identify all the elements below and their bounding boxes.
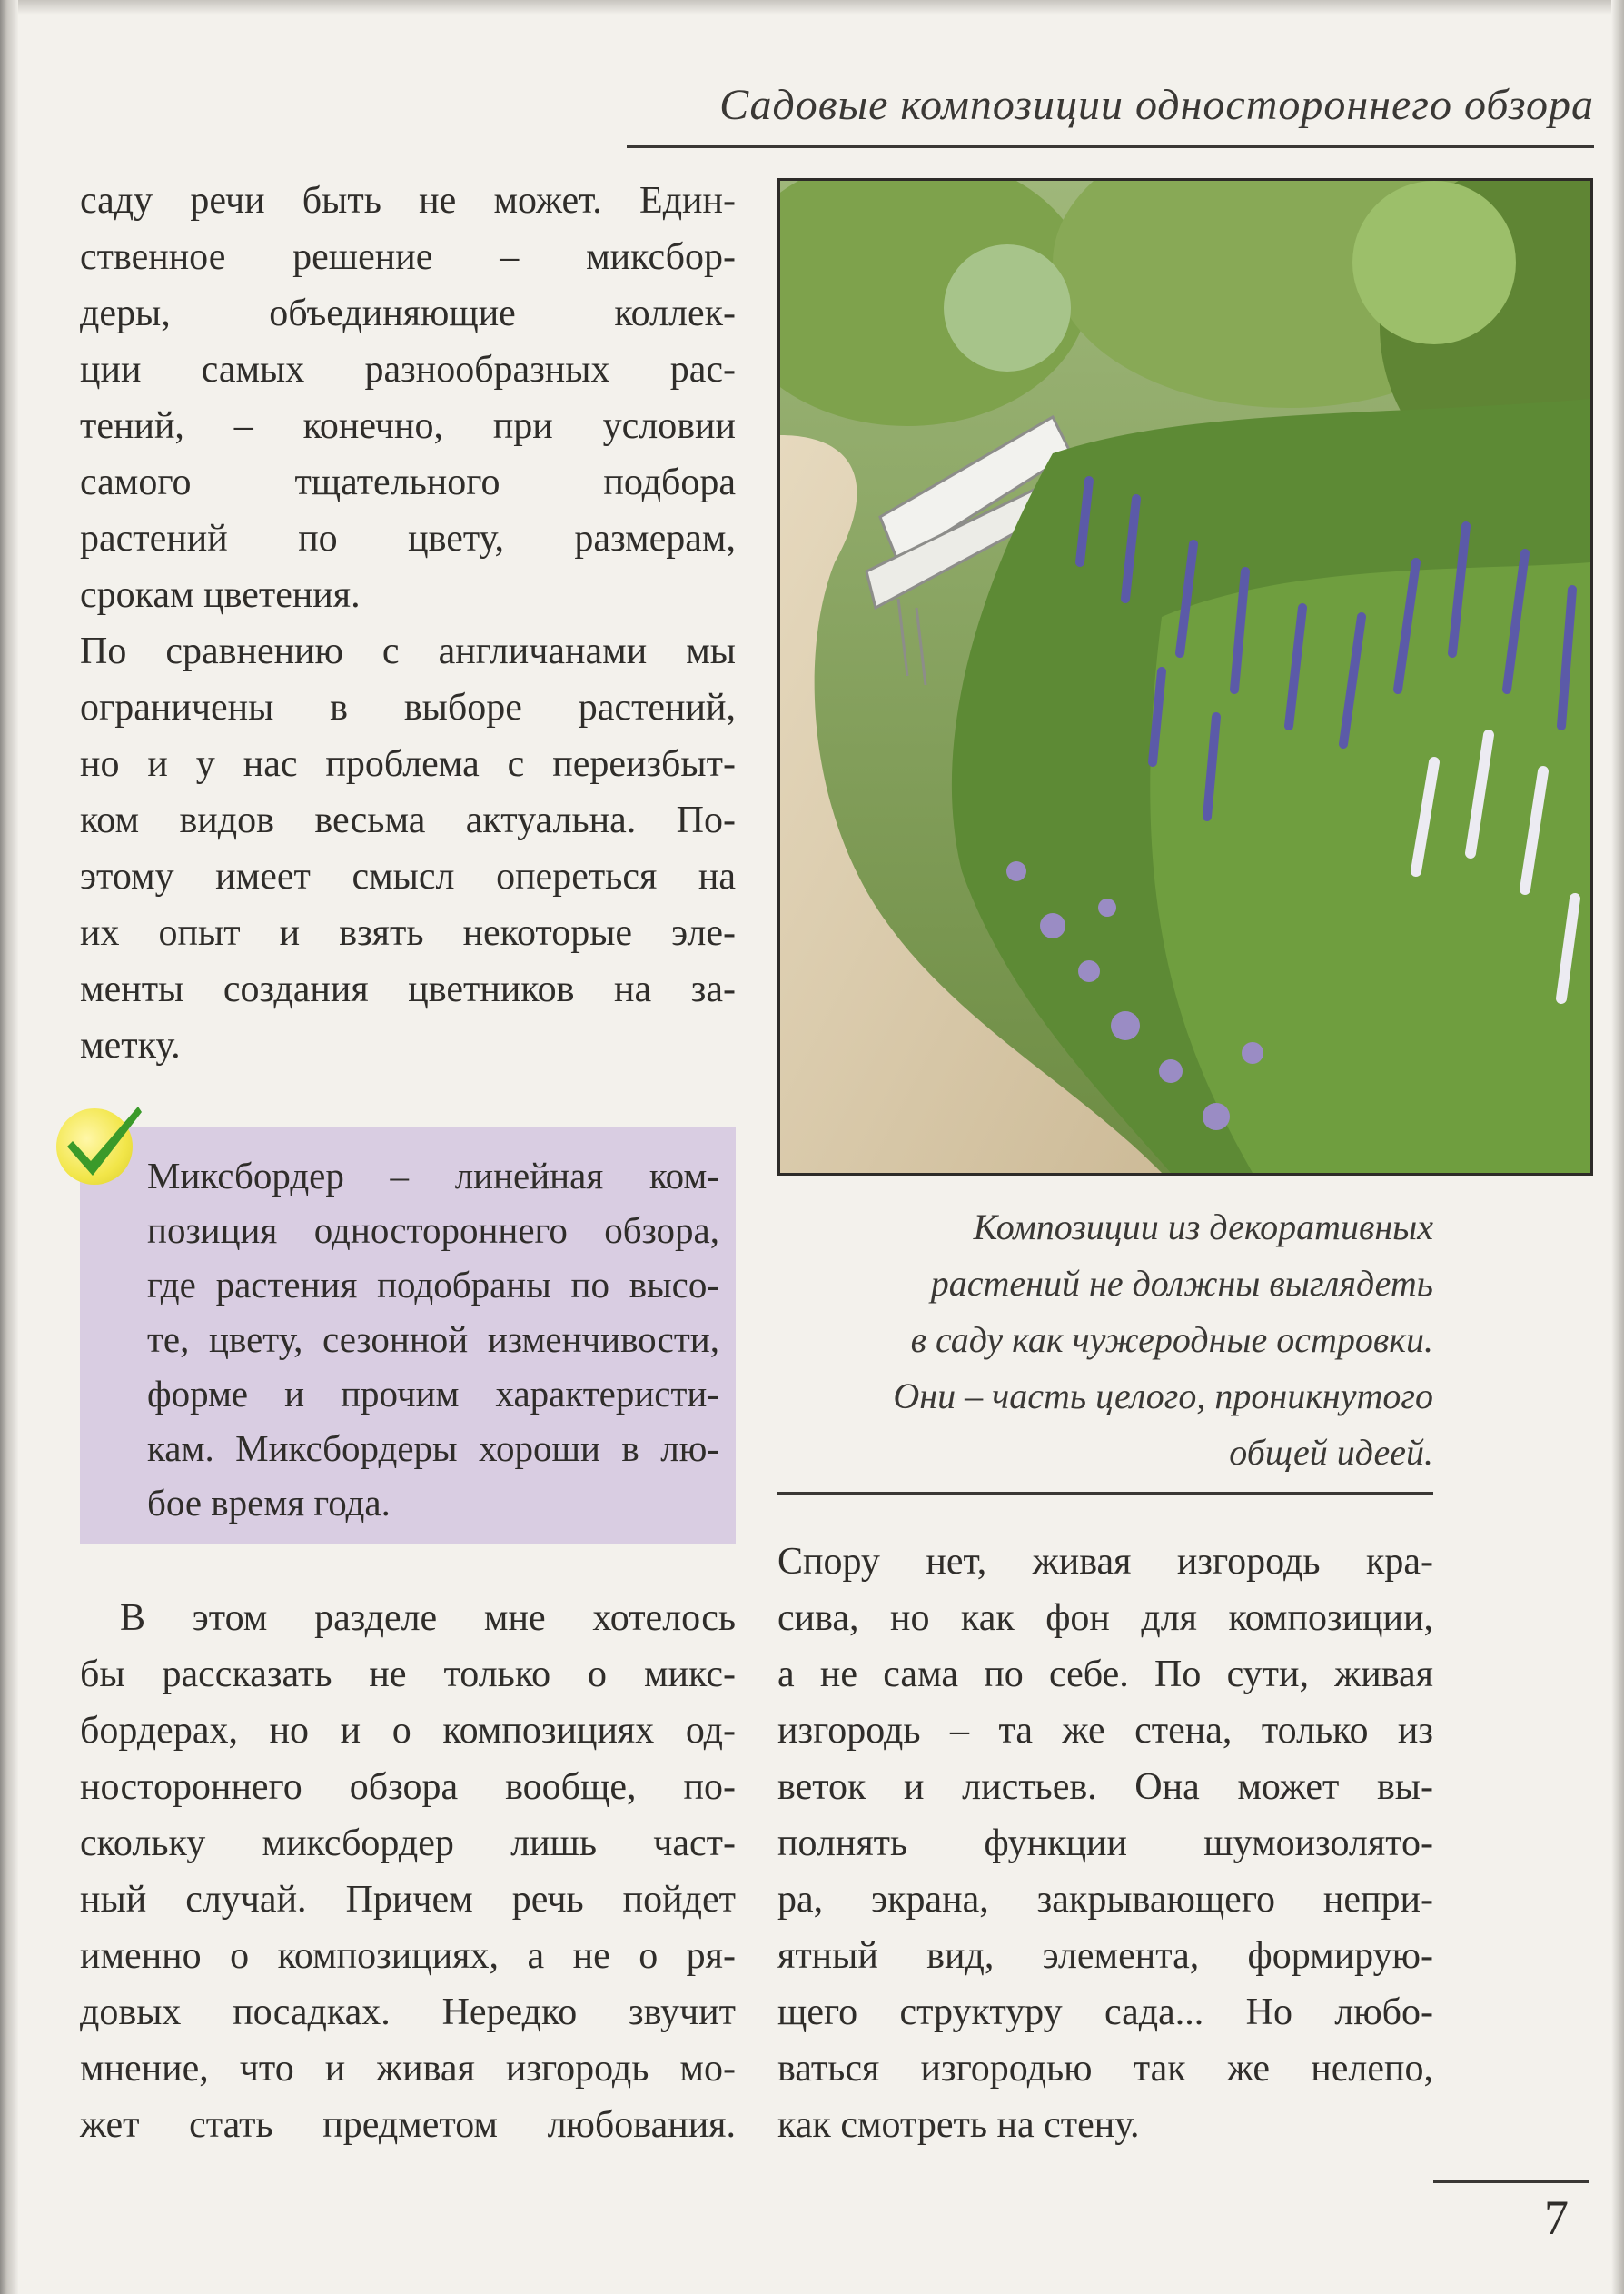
caption-rule [777, 1492, 1433, 1495]
text-line: бордерах, но и о композициях од- [80, 1710, 736, 1752]
page-number: 7 [1544, 2190, 1569, 2245]
definition-callout [80, 1127, 736, 1544]
text-line: но и у нас проблема с переизбыт- [80, 743, 736, 785]
text-line: мнение, что и живая изгородь мо- [80, 2048, 736, 2090]
text-line: По сравнению с англичанами мы [80, 631, 736, 672]
caption-line: общей идеей. [1229, 1432, 1433, 1473]
text-line: В этом разделе мне хотелось [120, 1597, 736, 1639]
text-line: тений, – конечно, при условии [80, 405, 736, 447]
callout-line: где растения подобраны по высо- [147, 1264, 719, 1306]
left-column-bottom-text [80, 1590, 736, 2153]
text-line: Спору нет, живая изгородь кра- [777, 1541, 1433, 1583]
text-line: полнять функции шумоизолято- [777, 1822, 1433, 1864]
page-edge-left [0, 0, 18, 2294]
page-edge-right [1611, 0, 1624, 2294]
photo-caption [777, 1199, 1433, 1481]
caption-line: Композиции из декоративных [973, 1207, 1433, 1247]
running-title: Садовые композиции одностороннего обзора [719, 81, 1594, 129]
text-line: ный случай. Причем речь пойдет [80, 1879, 736, 1921]
text-line: деры, объединяющие коллек- [80, 293, 736, 334]
text-line: ком видов весьма актуальна. По- [80, 799, 736, 841]
text-line: щего структуру сада... Но любо- [777, 1991, 1433, 2033]
text-line: ственное решение – миксбор- [80, 236, 736, 278]
garden-bench-photo [777, 178, 1593, 1176]
text-line: их опыт и взять некоторые эле- [80, 912, 736, 954]
callout-line: те, цвету, сезонной изменчивости, [147, 1318, 719, 1360]
text-line: скольку миксбордер лишь част- [80, 1822, 736, 1864]
text-line: изгородь – та же стена, только из [777, 1710, 1433, 1752]
left-column-top-text [80, 173, 736, 1074]
text-line: ятный вид, элемента, формирую- [777, 1935, 1433, 1977]
folio-rule [1433, 2180, 1589, 2183]
text-line: срокам цветения. [80, 574, 361, 616]
text-line: ограничены в выборе растений, [80, 687, 736, 729]
text-line: менты создания цветников на за- [80, 968, 736, 1010]
text-line: бы рассказать не только о микс- [80, 1653, 736, 1695]
text-line: растений по цвету, размерам, [80, 518, 736, 560]
callout-line: кам. Миксбордеры хороши в лю- [147, 1427, 719, 1469]
text-line: метку. [80, 1025, 181, 1067]
text-line: веток и листьев. Она может вы- [777, 1766, 1433, 1808]
text-line: этому имеет смысл опереться на [80, 856, 736, 898]
callout-line: Миксбордер – линейная ком- [147, 1155, 719, 1197]
right-column-bottom-text [777, 1534, 1433, 2153]
caption-line: Они – часть целого, проникнутого [893, 1375, 1433, 1416]
text-line: ностороннего обзора вообще, по- [80, 1766, 736, 1808]
text-line: сива, но как фон для композиции, [777, 1597, 1433, 1639]
callout-line: форме и прочим характеристи- [147, 1373, 719, 1415]
text-line: ции самых разнообразных рас- [80, 349, 736, 391]
caption-line: в саду как чужеродные островки. [910, 1319, 1433, 1360]
text-line: именно о композициях, а не о ря- [80, 1935, 736, 1977]
text-line: как смотреть на стену. [777, 2104, 1140, 2146]
callout-line: бое время года. [147, 1482, 391, 1524]
text-line: довых посадках. Нередко звучит [80, 1991, 736, 2033]
page-edge-top [0, 0, 1624, 15]
header-rule [627, 145, 1594, 148]
text-line: ваться изгородью так же нелепо, [777, 2048, 1433, 2090]
text-line: а не сама по себе. По сути, живая [777, 1653, 1433, 1695]
text-line: саду речи быть не может. Един- [80, 180, 736, 222]
checkmark-icon [56, 1108, 133, 1185]
callout-line: позиция одностороннего обзора, [147, 1209, 719, 1251]
text-line: самого тщательного подбора [80, 462, 736, 503]
text-line: жет стать предметом любования. [80, 2104, 736, 2146]
text-line: ра, экрана, закрывающего непри- [777, 1879, 1433, 1921]
caption-line: растений не должны выглядеть [930, 1263, 1433, 1304]
